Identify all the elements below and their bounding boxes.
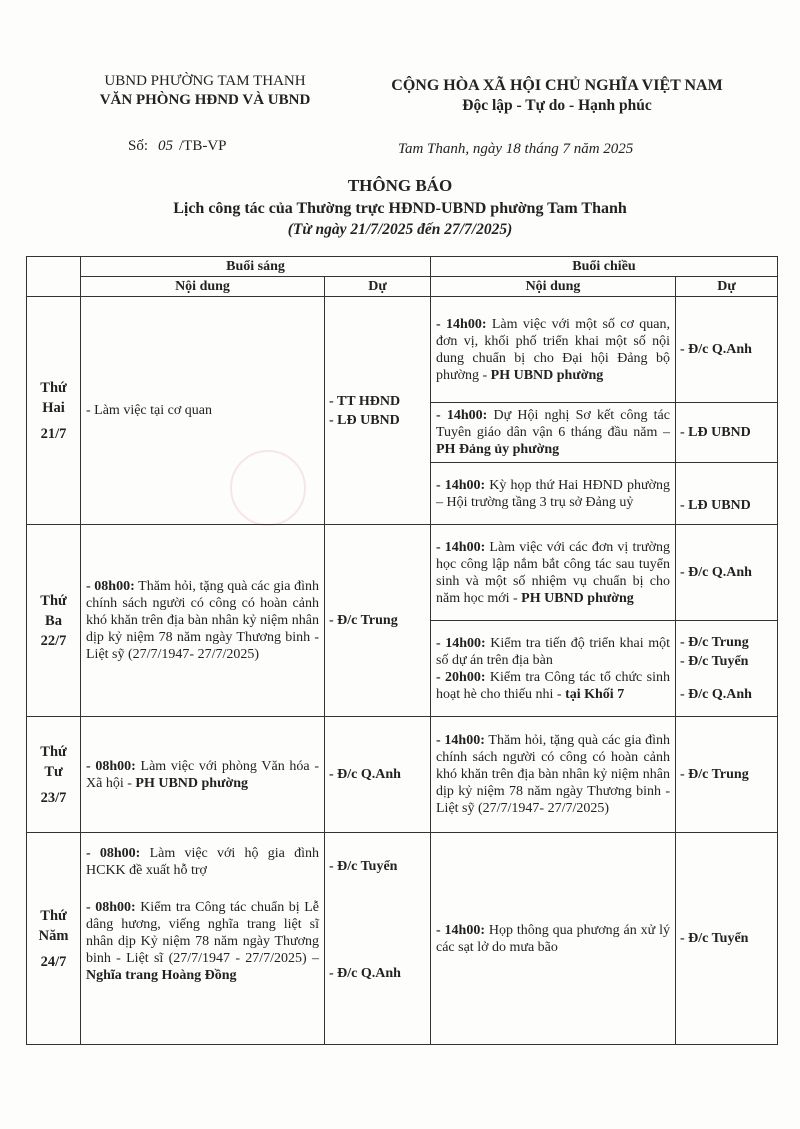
- afternoon-attendees: - LĐ UBND: [676, 463, 778, 525]
- day-cell-tuesday: Thứ Ba 22/7: [27, 525, 81, 717]
- afternoon-content: - 14h00: Làm việc với các đơn vị trường học công lập nắm bắt công tác sau tuyển sinh và một số nhiệm vụ chuẩn bị cho năm học mới - PH UBND phường: [431, 525, 676, 621]
- afternoon-attendees: - Đ/c Q.Anh: [676, 525, 778, 621]
- morning-attendees: - Đ/c Tuyển - Đ/c Q.Anh: [325, 833, 431, 1045]
- afternoon-attendees: - Đ/c Trung - Đ/c Tuyển - Đ/c Q.Anh: [676, 621, 778, 717]
- issuer-header: [60, 72, 350, 110]
- day-cell-thursday: Thứ Năm 24/7: [27, 833, 81, 1045]
- table-row: [27, 297, 778, 403]
- morning-content: - 08h00: Thăm hỏi, tặng quà các gia đình chính sách người có công có hoàn cảnh khó khăn trên địa bàn nhân kỷ niệm nhân dịp kỷ niệm 78 năm ngày Thương binh - Liệt sỹ (27/7/1947- 27/7/2025): [81, 525, 325, 717]
- document-number: [128, 138, 227, 155]
- day-cell-wednesday: Thứ Tư 23/7: [27, 717, 81, 833]
- afternoon-attendees: - Đ/c Trung: [676, 717, 778, 833]
- afternoon-attendees: - Đ/c Tuyển: [676, 833, 778, 1045]
- issuer-line-1: UBND PHƯỜNG TAM THANH: [104, 73, 306, 89]
- nation-name: CỘNG HÒA XÃ HỘI CHỦ NGHĨA VIỆT NAM: [391, 77, 723, 94]
- header-row-columns: [27, 277, 778, 297]
- doc-number-suffix: /TB-VP: [179, 138, 227, 154]
- issuer-line-2: VĂN PHÒNG HĐND VÀ UBND: [99, 92, 311, 108]
- afternoon-content: - 14h00: Họp thông qua phương án xử lý các sạt lở do mưa bão: [431, 833, 676, 1045]
- afternoon-content: - 14h00: Kỳ họp thứ Hai HĐND phường – Hội trường tầng 3 trụ sở Đảng uỷ: [431, 463, 676, 525]
- morning-content: - 08h00: Làm việc với hộ gia đình HCKK đề xuất hỗ trợ - 08h00: Kiểm tra Công tác chuẩn bị Lễ dâng hương, viếng nghĩa trang liệt sĩ nhân dịp Kỷ niệm 78 năm ngày Thương binh - Liệt sĩ (27/7/1947 - 27/7/2025) – Nghĩa trang Hoàng Đồng: [81, 833, 325, 1045]
- afternoon-header: Buổi chiều: [431, 257, 778, 277]
- morning-content: - Làm việc tại cơ quan: [81, 297, 325, 525]
- morning-content-header: Nội dung: [81, 277, 325, 297]
- national-header: [352, 76, 762, 116]
- morning-attend-header: Dự: [325, 277, 431, 297]
- morning-content: - 08h00: Làm việc với phòng Văn hóa - Xã hội - PH UBND phường: [81, 717, 325, 833]
- notice-period: (Từ ngày 21/7/2025 đến 27/7/2025): [287, 221, 513, 238]
- table-row: [27, 717, 778, 833]
- afternoon-content: - 14h00: Dự Hội nghị Sơ kết công tác Tuyên giáo dân vận 6 tháng đầu năm – PH Đảng ủy phường: [431, 403, 676, 463]
- national-motto: Độc lập - Tự do - Hạnh phúc: [462, 97, 652, 114]
- afternoon-content: - 14h00: Làm việc với một số cơ quan, đơn vị, khối phố triển khai một số nội dung chuẩn bị cho Đại hội Đảng bộ phường - PH UBND phường: [431, 297, 676, 403]
- afternoon-content: - 14h00: Kiểm tra tiến độ triển khai một số dự án trên địa bàn - 20h00: Kiểm tra Công tác tổ chức sinh hoạt hè cho thiếu nhi - tại Khối 7: [431, 621, 676, 717]
- afternoon-attendees: - Đ/c Q.Anh: [676, 297, 778, 403]
- table-row: [27, 833, 778, 1045]
- morning-attendees: - Đ/c Trung: [325, 525, 431, 717]
- table-row: [27, 525, 778, 621]
- doc-number-value: 05: [158, 138, 174, 154]
- day-cell-monday: Thứ Hai 21/7: [27, 297, 81, 525]
- doc-number-label: Số:: [128, 138, 149, 154]
- schedule-table: [26, 256, 778, 1045]
- morning-attendees: - TT HĐND - LĐ UBND: [325, 297, 431, 525]
- document-date: Tam Thanh, ngày 18 tháng 7 năm 2025: [398, 141, 634, 157]
- morning-attendees: - Đ/c Q.Anh: [325, 717, 431, 833]
- afternoon-content-header: Nội dung: [431, 277, 676, 297]
- afternoon-content: - 14h00: Thăm hỏi, tặng quà các gia đình chính sách người có công có hoàn cảnh khó khăn trên địa bàn nhân kỷ niệm nhân dịp kỷ niệm 78 năm ngày Thương binh - Liệt sỹ (27/7/1947- 27/7/2025): [431, 717, 676, 833]
- notice-title: THÔNG BÁO: [347, 176, 453, 195]
- afternoon-attend-header: Dự: [676, 277, 778, 297]
- day-header: [27, 257, 81, 297]
- notice-subtitle: Lịch công tác của Thường trực HĐND-UBND phường Tam Thanh: [173, 200, 627, 217]
- header-row-sessions: [27, 257, 778, 277]
- afternoon-attendees: - LĐ UBND: [676, 403, 778, 463]
- morning-header: Buổi sáng: [81, 257, 431, 277]
